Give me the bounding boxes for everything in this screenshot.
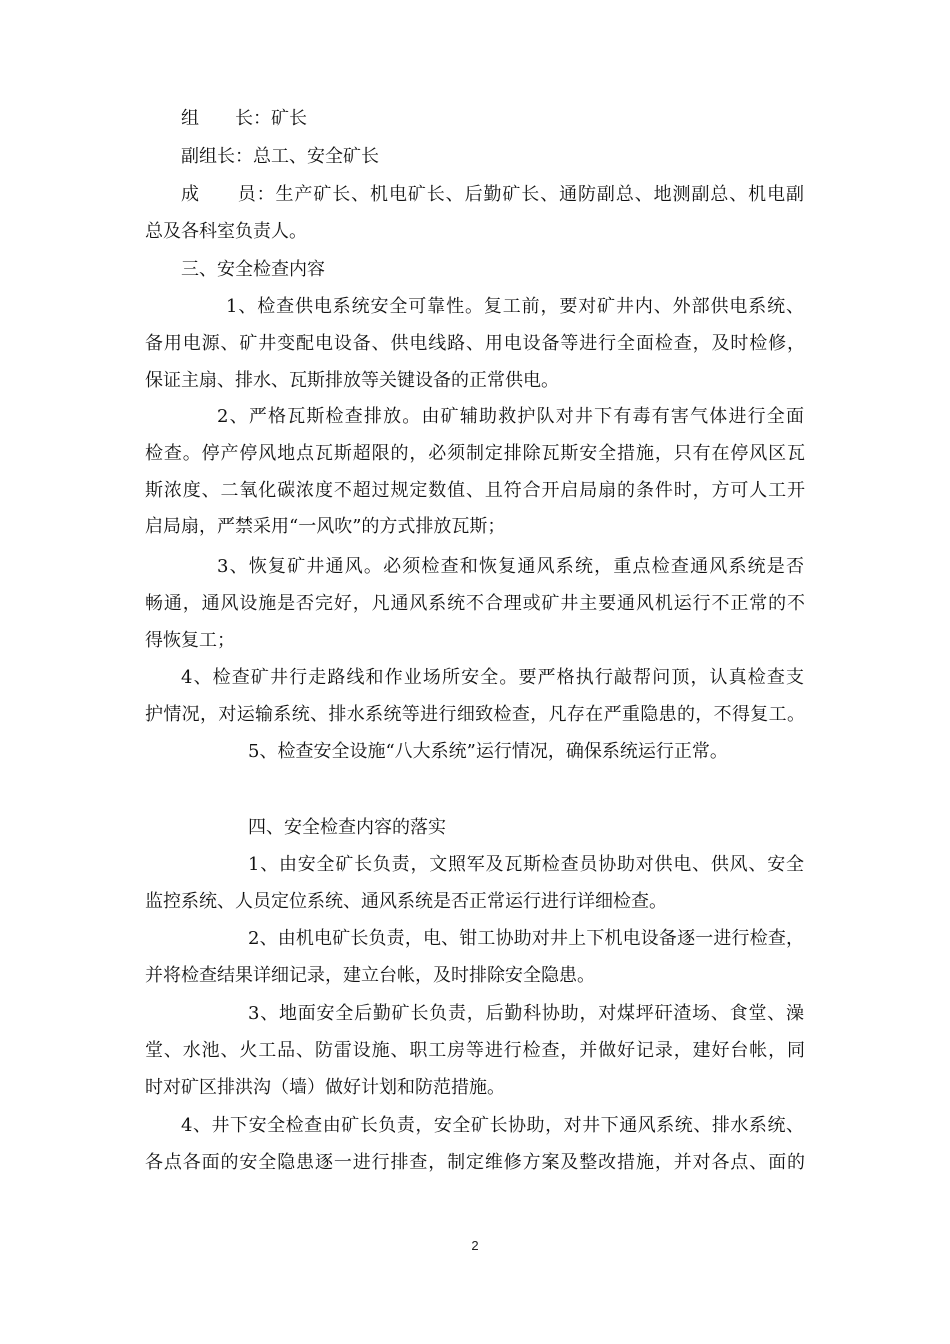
item-3-1-line-1: 1、检查供电系统安全可靠性。复工前，要对矿井内、外部供电系统、: [226, 296, 804, 317]
item-4-2-line-2: 并将检查结果详细记录，建立台帐，及时排除安全隐患。: [145, 965, 595, 986]
section-3-heading: 三、安全检查内容: [181, 259, 325, 280]
item-4-1-line-2: 监控系统、人员定位系统、通风系统是否正常运行进行详细检查。: [145, 891, 667, 912]
item-3-1-line-3: 保证主扇、排水、瓦斯排放等关键设备的正常供电。: [145, 370, 559, 391]
item-3-4-line-2: 护情况，对运输系统、排水系统等进行细致检查，凡存在严重隐患的，不得复工。: [145, 704, 805, 725]
item-3-2-line-1: 2、严格瓦斯检查排放。由矿辅助救护队对井下有毒有害气体进行全面: [217, 406, 804, 427]
item-4-2-line-1: 2、由机电矿长负责，电、钳工协助对井上下机电设备逐一进行检查，: [248, 928, 804, 949]
item-3-2-line-3: 斯浓度、二氧化碳浓度不超过规定数值、且符合开启局扇的条件时，方可人工开: [145, 480, 805, 501]
members-line-cont: 总及各科室负责人。: [145, 221, 307, 242]
section-4-heading: 四、安全检查内容的落实: [248, 817, 446, 838]
item-4-4-line-2: 各点各面的安全隐患逐一进行排查，制定维修方案及整改措施，并对各点、面的: [145, 1152, 805, 1173]
item-3-2-line-2: 检查。停产停风地点瓦斯超限的，必须制定排除瓦斯安全措施，只有在停风区瓦: [145, 443, 805, 464]
item-3-3-line-1: 3、恢复矿井通风。必须检查和恢复通风系统，重点检查通风系统是否: [217, 556, 804, 577]
item-3-2-line-4: 启局扇，严禁采用“一风吹”的方式排放瓦斯；: [145, 516, 506, 537]
members-line: 成 员：生产矿长、机电矿长、后勤矿长、通防副总、地测副总、机电副: [181, 184, 804, 205]
item-3-3-line-2: 畅通，通风设施是否完好，凡通风系统不合理或矿井主要通风机运行不正常的不: [145, 593, 805, 614]
team-leader-line: 组 长：矿长: [181, 108, 307, 129]
item-4-3-line-2: 堂、水池、火工品、防雷设施、职工房等进行检查，并做好记录，建好台帐，同: [145, 1040, 805, 1061]
item-3-4-line-1: 4、检查矿井行走路线和作业场所安全。要严格执行敲帮问顶，认真检查支: [181, 667, 804, 688]
item-4-1-line-1: 1、由安全矿长负责，文照军及瓦斯检查员协助对供电、供风、安全: [248, 854, 804, 875]
item-4-3-line-3: 时对矿区排洪沟（墙）做好计划和防范措施。: [145, 1077, 505, 1098]
item-4-3-line-1: 3、地面安全后勤矿长负责，后勤科协助，对煤坪矸渣场、食堂、澡: [248, 1003, 804, 1024]
item-3-3-line-3: 得恢复工；: [145, 630, 235, 651]
page-number: 2: [471, 1238, 479, 1253]
deputy-leader-line: 副组长：总工、安全矿长: [181, 146, 379, 167]
item-3-1-line-2: 备用电源、矿井变配电设备、供电线路、用电设备等进行全面检查，及时检修，: [145, 333, 805, 354]
item-3-5-line-1: 5、检查安全设施“八大系统”运行情况，确保系统运行正常。: [248, 741, 728, 762]
item-4-4-line-1: 4、井下安全检查由矿长负责，安全矿长协助，对井下通风系统、排水系统、: [181, 1115, 804, 1136]
